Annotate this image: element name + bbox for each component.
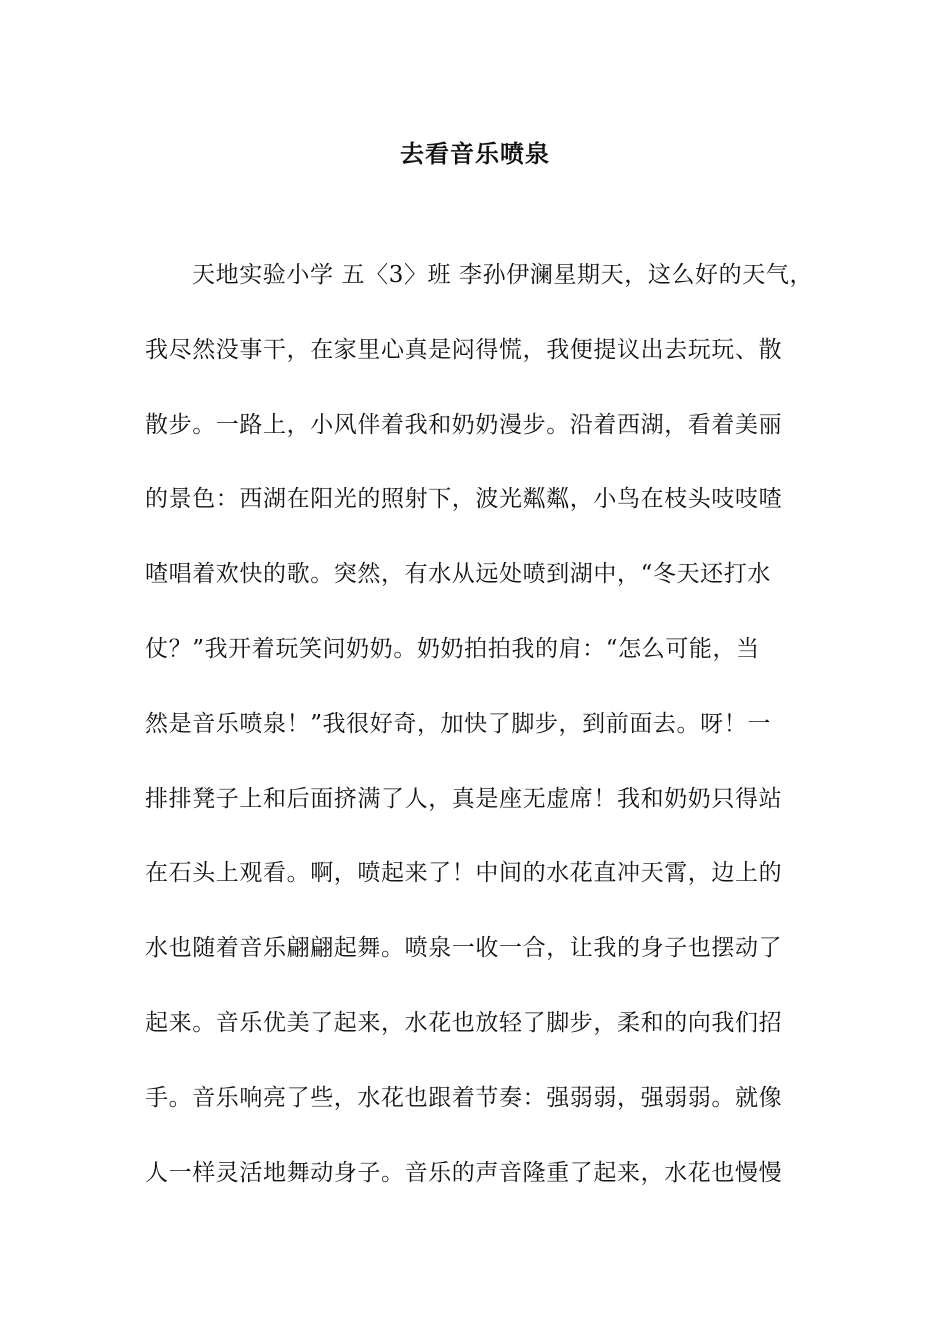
body-line: 然是音乐喷泉！”我很好奇，加快了脚步，到前面去。呀！一 xyxy=(145,710,771,737)
document-title: 去看音乐喷泉 xyxy=(400,139,550,168)
body-line: 仗？”我开着玩笑问奶奶。奶奶拍拍我的肩：“怎么可能，当 xyxy=(145,635,760,662)
body-line: 我尽然没事干，在家里心真是闷得慌，我便提议出去玩玩、散 xyxy=(145,336,783,363)
body-line: 人一样灵活地舞动身子。音乐的声音隆重了起来，水花也慢慢 xyxy=(145,1159,783,1186)
document-body xyxy=(145,258,845,1230)
body-line: 水也随着音乐翩翩起舞。喷泉一收一合，让我的身子也摆动了 xyxy=(145,935,783,962)
body-line: 起来。音乐优美了起来，水花也放轻了脚步，柔和的向我们招 xyxy=(145,1009,783,1036)
body-line: 散步。一路上，小风伴着我和奶奶漫步。沿着西湖，看着美丽 xyxy=(145,411,783,438)
body-line: 喳唱着欢快的歌。突然，有水从远处喷到湖中，“冬天还打水 xyxy=(145,561,771,588)
body-line: 在石头上观看。啊，喷起来了！中间的水花直冲天霄，边上的 xyxy=(145,860,783,887)
body-line: 的景色：西湖在阳光的照射下，波光粼粼，小鸟在枝头吱吱喳 xyxy=(145,486,783,513)
body-line: 天地实验小学 五〈3〉班 李孙伊澜星期天，这么好的天气， xyxy=(192,262,814,288)
body-line: 手。音乐响亮了些，水花也跟着节奏：强弱弱，强弱弱。就像 xyxy=(145,1084,783,1111)
body-line: 排排凳子上和后面挤满了人，真是座无虚席！我和奶奶只得站 xyxy=(145,785,783,812)
